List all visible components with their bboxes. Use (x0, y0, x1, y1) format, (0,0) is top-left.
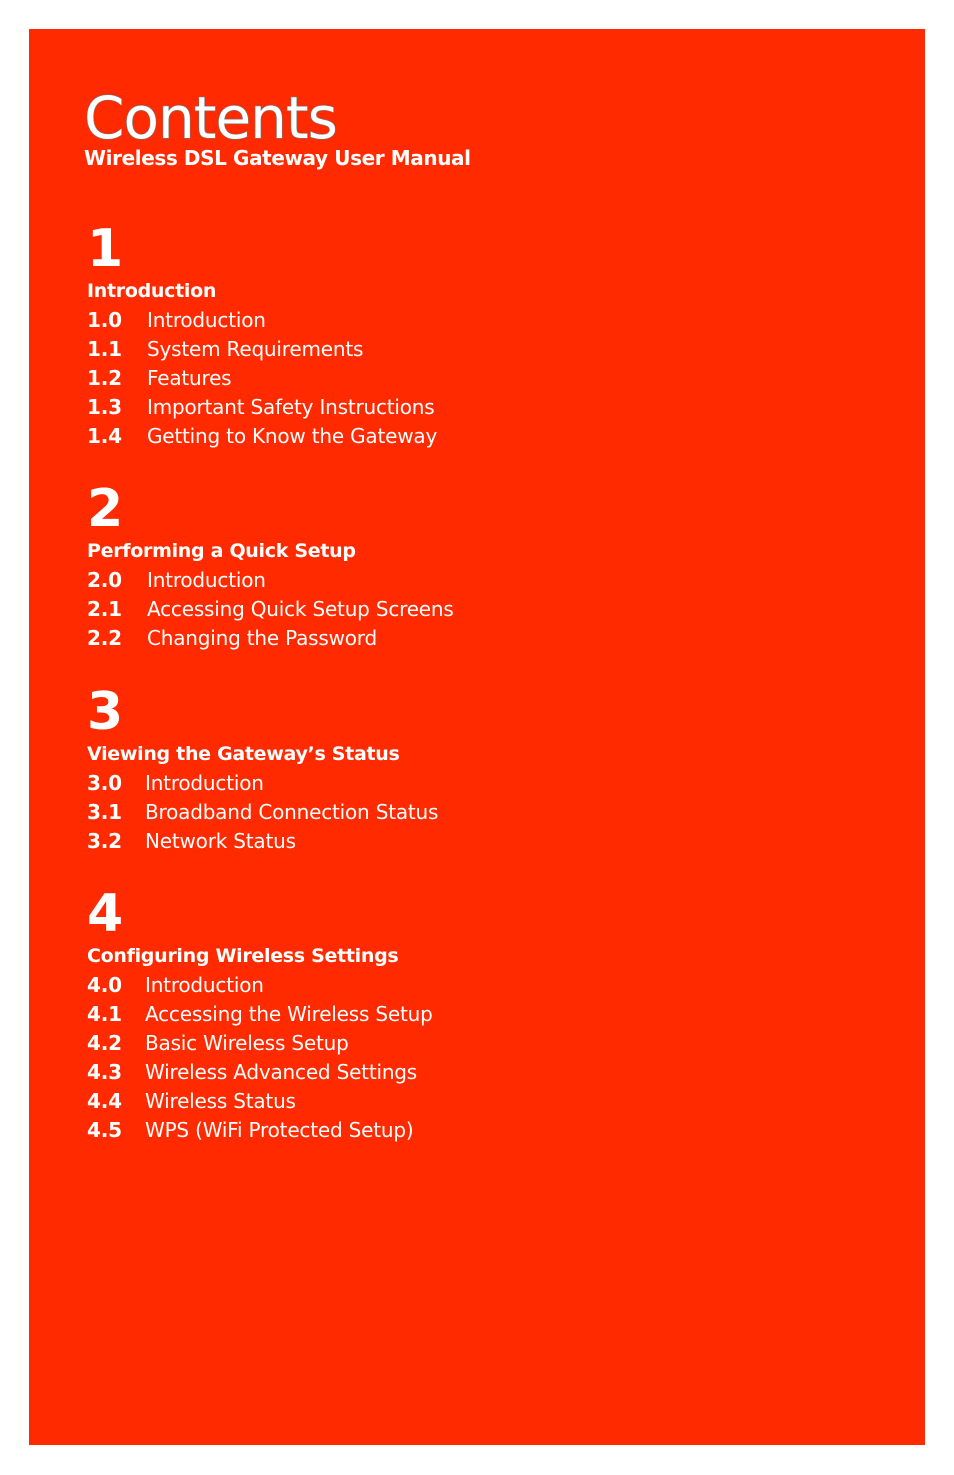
toc-entry-label: Network Status (145, 829, 296, 853)
chapter-item-list (87, 769, 438, 856)
toc-entry[interactable] (87, 306, 437, 335)
toc-entry-number: 4.0 (87, 973, 122, 997)
toc-entry-number: 4.5 (87, 1118, 122, 1142)
toc-entry-number: 4.4 (87, 1089, 122, 1113)
toc-entry[interactable] (87, 393, 437, 422)
toc-entry-label: Introduction (147, 308, 266, 332)
chapter-item-list (87, 306, 437, 451)
chapter-1 (87, 221, 437, 451)
toc-entry-label: Getting to Know the Gateway (147, 424, 438, 448)
toc-entry-label: Features (147, 366, 232, 390)
chapter-heading[interactable]: Viewing the Gateway’s Status (87, 743, 400, 765)
toc-entry-label: Wireless Status (145, 1089, 296, 1113)
toc-entry-number: 3.1 (87, 800, 122, 824)
toc-entry-label: Accessing the Wireless Setup (145, 1002, 433, 1026)
toc-entry-label: WPS (WiFi Protected Setup) (145, 1118, 414, 1142)
chapter-number: 1 (87, 219, 124, 279)
toc-entry[interactable] (87, 335, 437, 364)
toc-entry-label: Basic Wireless Setup (145, 1031, 349, 1055)
toc-entry[interactable] (87, 595, 454, 624)
toc-entry-label: Changing the Password (147, 626, 377, 650)
chapter-3 (87, 684, 438, 856)
toc-entry[interactable] (87, 1116, 433, 1145)
chapter-heading[interactable]: Configuring Wireless Settings (87, 945, 399, 967)
manual-subtitle: Wireless DSL Gateway User Manual (84, 146, 471, 170)
toc-entry[interactable] (87, 422, 437, 451)
toc-entry-number: 1.0 (87, 308, 122, 332)
toc-entry-number: 3.0 (87, 771, 122, 795)
toc-entry[interactable] (87, 1087, 433, 1116)
toc-entry-label: Introduction (145, 771, 264, 795)
toc-entry-number: 1.1 (87, 337, 122, 361)
page-title: Contents (84, 84, 337, 152)
toc-entry[interactable] (87, 769, 438, 798)
toc-entry-number: 2.0 (87, 568, 122, 592)
chapter-number: 2 (87, 479, 124, 539)
toc-entry[interactable] (87, 364, 437, 393)
chapter-item-list (87, 971, 433, 1145)
toc-entry-number: 3.2 (87, 829, 122, 853)
chapter-number: 3 (87, 682, 124, 742)
toc-entry-number: 4.2 (87, 1031, 122, 1055)
contents-panel (29, 29, 925, 1445)
toc-entry-number: 4.3 (87, 1060, 122, 1084)
chapter-2 (87, 481, 454, 653)
toc-entry[interactable] (87, 971, 433, 1000)
toc-entry-label: Important Safety Instructions (147, 395, 435, 419)
toc-entry[interactable] (87, 624, 454, 653)
toc-entry-number: 1.4 (87, 424, 122, 448)
toc-entry-label: Introduction (147, 568, 266, 592)
toc-entry-number: 2.2 (87, 626, 122, 650)
toc-entry-number: 2.1 (87, 597, 122, 621)
toc-entry-label: System Requirements (147, 337, 364, 361)
toc-entry-label: Accessing Quick Setup Screens (147, 597, 454, 621)
chapter-heading[interactable]: Introduction (87, 280, 217, 302)
chapter-item-list (87, 566, 454, 653)
toc-entry-number: 4.1 (87, 1002, 122, 1026)
toc-entry-number: 1.3 (87, 395, 122, 419)
toc-entry-label: Introduction (145, 973, 264, 997)
toc-entry-label: Wireless Advanced Settings (145, 1060, 418, 1084)
toc-entry-number: 1.2 (87, 366, 122, 390)
chapter-4 (87, 886, 433, 1145)
chapter-heading[interactable]: Performing a Quick Setup (87, 540, 356, 562)
toc-entry[interactable] (87, 827, 438, 856)
toc-entry-label: Broadband Connection Status (145, 800, 439, 824)
toc-entry[interactable] (87, 1000, 433, 1029)
chapter-number: 4 (87, 884, 124, 944)
toc-entry[interactable] (87, 1058, 433, 1087)
toc-entry[interactable] (87, 1029, 433, 1058)
toc-entry[interactable] (87, 798, 438, 827)
toc-entry[interactable] (87, 566, 454, 595)
